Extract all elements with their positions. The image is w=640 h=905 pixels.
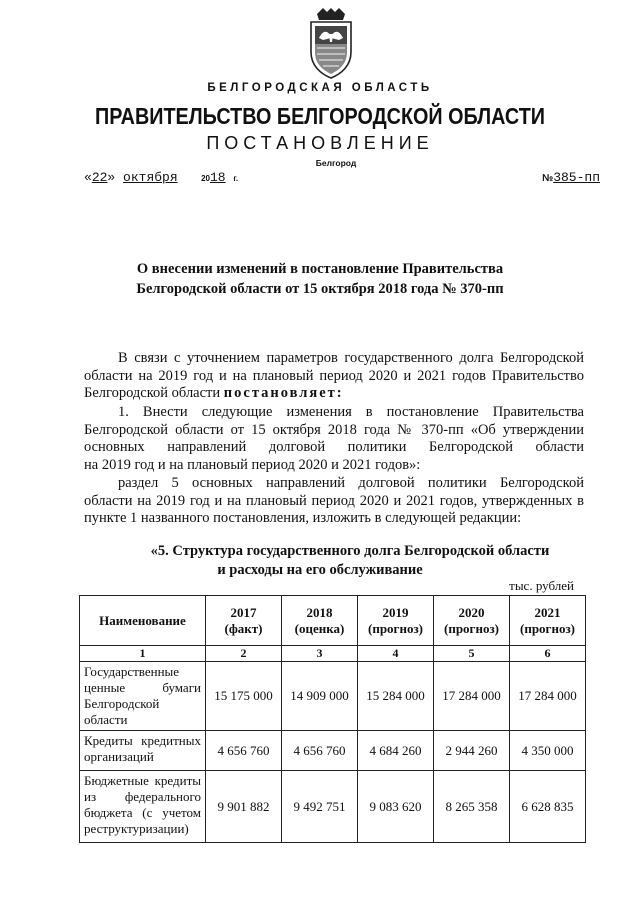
item1-line-1: 1. Внести следующие изменения в постановление Правительства [118, 404, 584, 420]
preamble-line-2: области на 2019 год и на плановый период 2020 и 2021 годов Правительство [84, 367, 584, 384]
header-note: (прогноз) [368, 620, 423, 636]
header-note: (факт) [224, 620, 263, 636]
row-value: 17 284 000 [434, 662, 510, 731]
subject-line-2: Белгородской области от 15 октября 2018 года № 370-пп [136, 281, 504, 297]
header-label: Наименование [99, 612, 186, 628]
document-number [542, 170, 600, 185]
number-sign: № [542, 173, 554, 184]
header-note: (оценка) [294, 620, 345, 636]
item1-line-3: основных направлений долговой политики Белгородской области [84, 439, 584, 455]
header-cell [206, 596, 282, 646]
section-title-line-1: «5. Структура государственного долга Белгородской области [150, 543, 550, 559]
table-row [80, 662, 586, 731]
debt-structure-table [79, 595, 586, 843]
header-cell [80, 596, 206, 646]
coat-of-arms-emblem [303, 8, 359, 80]
section-title-line-2: и расходы на его обслуживание [217, 562, 423, 578]
row-value: 8 265 358 [434, 771, 510, 843]
row-name: Государственные ценные бумаги Белгородской области [80, 662, 206, 731]
section5-line-3: пункте 1 названного постановления, изложить в следующей редакции: [84, 510, 522, 526]
row-value: 15 175 000 [206, 662, 282, 731]
section5-line-1: раздел 5 основных направлений долговой политики Белгородской [118, 475, 584, 491]
document-date [84, 170, 238, 185]
row-value: 4 656 760 [206, 731, 282, 771]
paragraph-section-5 [84, 475, 584, 528]
index-cell: 1 [80, 646, 206, 662]
resolves-word: постановляет: [223, 385, 344, 401]
header-cell [434, 596, 510, 646]
header-cell [282, 596, 358, 646]
date-year-prefix: 20 [201, 174, 210, 183]
row-name: Кредиты кредитных организаций [80, 731, 206, 771]
table-row [80, 771, 586, 843]
row-value: 9 083 620 [358, 771, 434, 843]
column-index-row [80, 646, 586, 662]
header-year: 2021 [534, 604, 561, 620]
row-value: 4 684 260 [358, 731, 434, 771]
index-cell: 2 [206, 646, 282, 662]
date-close-quote: » [107, 170, 116, 185]
preamble-line-1: В связи с уточнением параметров государственного долга Белгородской [118, 350, 584, 366]
date-year-mark: г. [233, 174, 239, 183]
row-value: 6 628 835 [510, 771, 586, 843]
document-type: ПОСТАНОВЛЕНИЕ [206, 133, 434, 153]
row-name: Бюджетные кредиты из федерального бюджета (с учетом реструктуризации) [80, 771, 206, 843]
item1-line-2: Белгородской области от 15 октября 2018 года № 370-пп «Об утверждении [84, 421, 584, 438]
header-cell [510, 596, 586, 646]
header-cell [358, 596, 434, 646]
table-row [80, 731, 586, 771]
city-name: Белгород [315, 158, 357, 168]
preamble-line-3-text: Белгородской области [84, 385, 224, 401]
number-value: 385-пп [553, 170, 600, 185]
region-name: БЕЛГОРОДСКАЯ ОБЛАСТЬ [207, 82, 433, 94]
section-title [0, 542, 640, 580]
item1-line-4: на 2019 год и на плановый период 2020 и 2021 годов»: [84, 456, 421, 473]
document-subject [0, 259, 640, 299]
table-header-row [80, 596, 586, 646]
row-value: 14 909 000 [282, 662, 358, 731]
date-month: октября [123, 170, 178, 185]
row-value: 4 656 760 [282, 731, 358, 771]
government-name: ПРАВИТЕЛЬСТВО БЕЛГОРОДСКОЙ ОБЛАСТИ [95, 103, 545, 129]
header-year: 2018 [306, 604, 333, 620]
row-value: 17 284 000 [510, 662, 586, 731]
header-year: 2020 [458, 604, 485, 620]
row-value: 2 944 260 [434, 731, 510, 771]
header-note: (прогноз) [520, 620, 575, 636]
index-cell: 3 [282, 646, 358, 662]
subject-line-1: О внесении изменений в постановление Правительства [136, 261, 504, 277]
date-open-quote: « [84, 170, 92, 185]
date-day: 22 [91, 170, 108, 185]
header-year: 2017 [230, 604, 257, 620]
paragraph-item-1 [84, 404, 584, 474]
index-cell: 5 [434, 646, 510, 662]
row-value: 15 284 000 [358, 662, 434, 731]
index-cell: 6 [510, 646, 586, 662]
header-note: (прогноз) [444, 620, 499, 636]
row-value: 4 350 000 [510, 731, 586, 771]
index-cell: 4 [358, 646, 434, 662]
units-label: тыс. рублей [509, 578, 574, 593]
section5-line-2: области на 2019 год и на плановый период 2020 и 2021 годов, утвержденных в [84, 492, 584, 509]
row-value: 9 901 882 [206, 771, 282, 843]
paragraph-preamble [84, 350, 584, 403]
preamble-line-3 [84, 385, 584, 403]
header-year: 2019 [382, 604, 409, 620]
row-value: 9 492 751 [282, 771, 358, 843]
date-year-suffix: 18 [209, 170, 226, 185]
